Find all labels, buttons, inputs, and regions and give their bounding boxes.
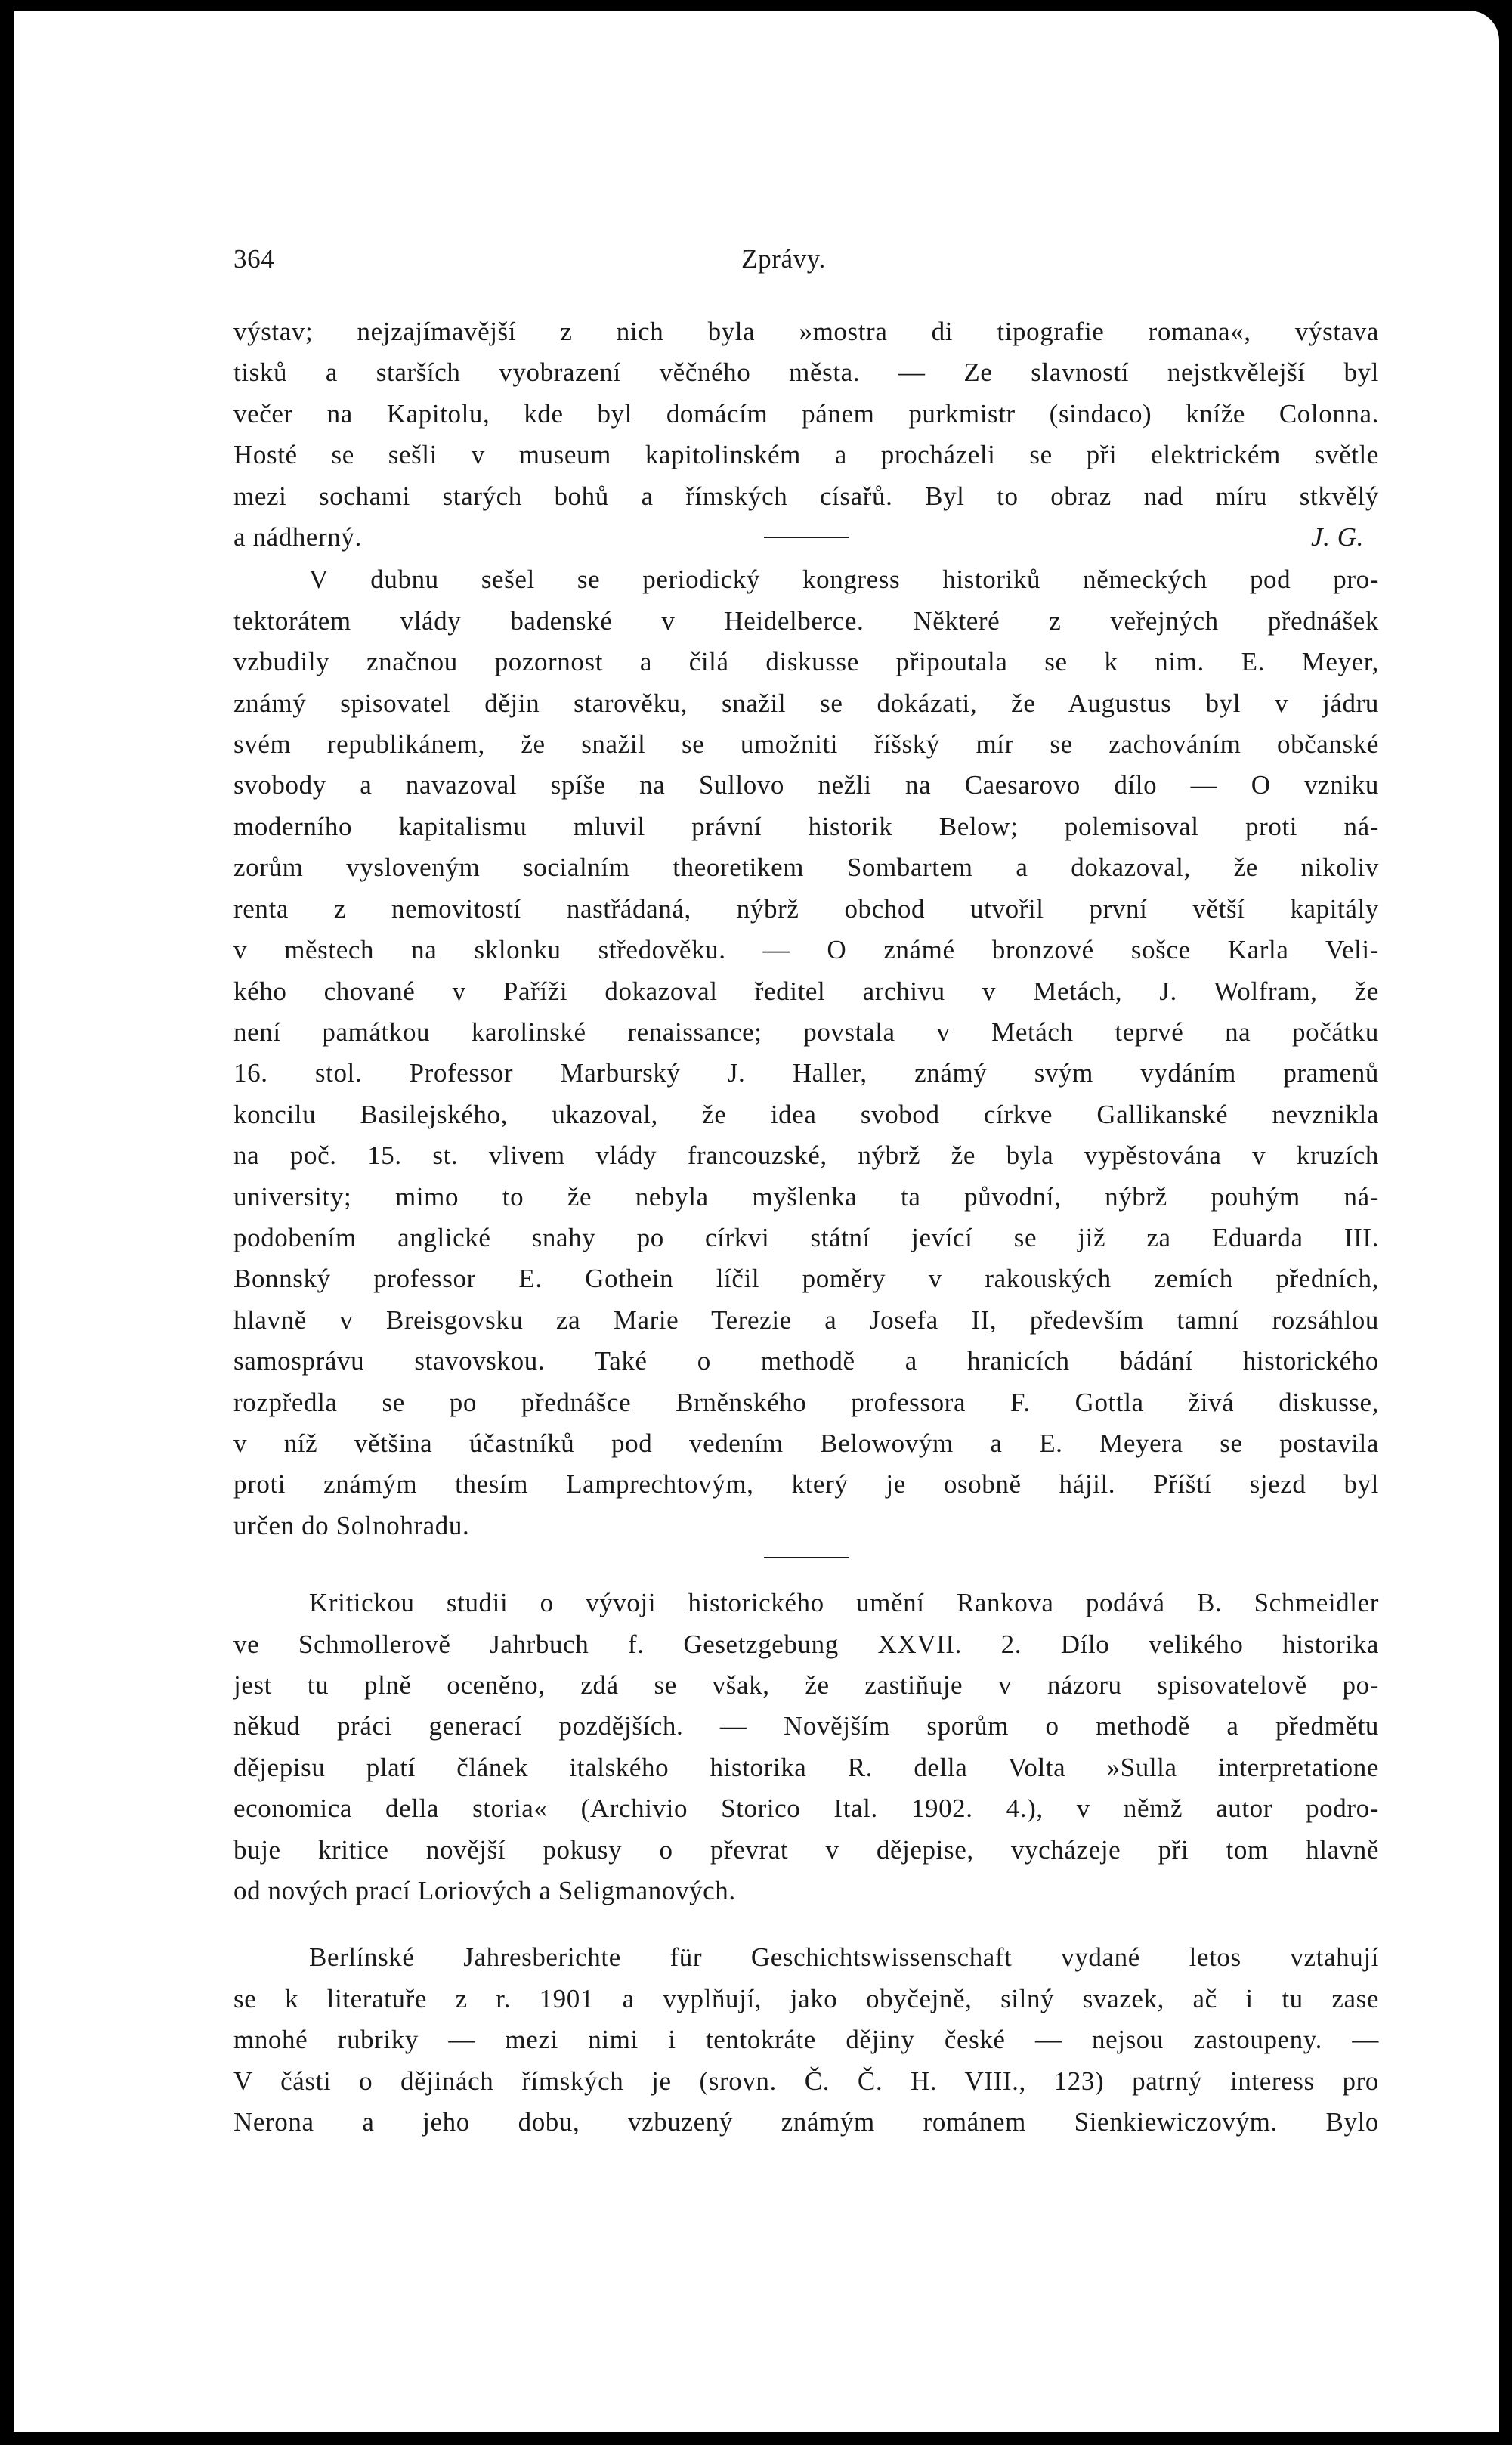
text-line: známý spisovatel dějin starověku, snažil se dokázati, že Augustus byl v jádru [233, 688, 1379, 718]
text-line: dějepisu platí článek italského historika R. della Volta »Sulla interpretatione [233, 1752, 1379, 1782]
paragraph-ranke-study [233, 1583, 1379, 1911]
text-line: podobením anglické snahy po církvi státní jevící se již za Eduarda III. [233, 1222, 1379, 1252]
text-line: tisků a starších vyobrazení věčného města. — Ze slavností nejstkvělejší byl [233, 357, 1379, 388]
text-line: tektorátem vlády badenské v Heidelberce. Některé z veřejných přednášek [233, 605, 1379, 636]
text-line: renta z nemovitostí nastřádaná, nýbrž obchod utvořil první větší kapitály [233, 893, 1379, 924]
text-line: buje kritice novější pokusy o převrat v dějepise, vycházeje při tom hlavně [233, 1834, 1379, 1865]
section-title: Zprávy. [741, 244, 826, 274]
text-line: určen do Solnohradu. [233, 1510, 470, 1540]
text-line: není památkou karolinské renaissance; povstala v Metách teprvé na počátku [233, 1017, 1379, 1047]
text-line: od nových prací Loriových a Seligmanových. [233, 1876, 736, 1906]
text-line: moderního kapitalismu mluvil právní historik Below; polemisoval proti ná- [233, 811, 1379, 841]
text-line: se k literatuře z r. 1901 a vyplňují, jako obyčejně, silný svazek, ač i tu zase [233, 1983, 1379, 2013]
text-line: zorům vysloveným socialním theoretikem Sombartem a dokazoval, že nikoliv [233, 853, 1379, 883]
text-line: svobody a navazoval spíše na Sullovo nežli na Caesarovo dílo — O vzniku [233, 770, 1379, 800]
text-line: Nerona a jeho dobu, vzbuzený známým románem Sienkiewiczovým. Bylo [233, 2107, 1379, 2137]
paragraph-gap [233, 1911, 1379, 1937]
signature: J. G. [1310, 522, 1364, 552]
text-line: vzbudily značnou pozornost a čilá diskusse připoutala se k nim. E. Meyer, [233, 647, 1379, 677]
document-page [14, 11, 1499, 2432]
text-line: V dubnu sešel se periodický kongress historiků německých pod pro- [309, 565, 1379, 595]
text-line: Bonnský professor E. Gothein líčil poměry v rakouských zemích předních, [233, 1264, 1379, 1294]
text-line: kého chované v Paříži dokazoval ředitel archivu v Metách, J. Wolfram, že [233, 976, 1379, 1006]
text-line: někud práci generací pozdějších. — Novějším sporům o methodě a předmětu [233, 1711, 1379, 1741]
text-line: výstav; nejzajímavější z nich byla »mostra di tipografie romana«, výstava [233, 317, 1379, 346]
text-line: Kritickou studii o vývoji historického umění Rankova podává B. Schmeidler [309, 1588, 1379, 1618]
text-line: Berlínské Jahresberichte für Geschichtswissenschaft vydané letos vztahují [309, 1942, 1379, 1973]
text-line: economica della storia« (Archivio Storico Ital. 1902. 4.), v němž autor podro- [233, 1794, 1379, 1824]
section-divider [764, 537, 849, 538]
paragraph-rome-congress [233, 311, 1379, 558]
text-line: 16. stol. Professor Marburský J. Haller, známý svým vydáním pramenů [233, 1058, 1379, 1088]
text-line: proti známým thesím Lamprechtovým, který je osobně hájil. Příští sjezd byl [233, 1469, 1379, 1499]
text-line: mezi sochami starých bohů a římských císařů. Byl to obraz nad míru stkvělý [233, 481, 1379, 511]
text-line: Hosté se sešli v museum kapitolinském a procházeli se při elektrickém světle [233, 440, 1379, 470]
text-line: rozpředla se po přednášce Brněnského professora F. Gottla živá diskusse, [233, 1387, 1379, 1417]
text-line: v městech na sklonku středověku. — O známé bronzové sošce Karla Veli- [233, 935, 1379, 965]
running-header [233, 239, 1379, 280]
text-line: V části o dějinách římských je (srovn. Č. Č. H. VIII., 123) patrný interess pro [233, 2066, 1379, 2096]
text-line: na poč. 15. st. vlivem vlády francouzské, nýbrž že byla vypěstována v kruzích [233, 1140, 1379, 1171]
page-number: 364 [233, 244, 275, 274]
paragraph-heidelberg-congress [233, 559, 1379, 1546]
text-line: mnohé rubriky — mezi nimi i tentokráte dějiny české — nejsou zastoupeny. — [233, 2025, 1379, 2055]
text-line: večer na Kapitolu, kde byl domácím pánem purkmistr (sindaco) kníže Colonna. [233, 398, 1379, 429]
text-line: ve Schmollerově Jahrbuch f. Gesetzgebung XXVII. 2. Dílo velikého historika [233, 1629, 1379, 1659]
text-line: svém republikánem, že snažil se umožniti říšský mír se zachováním občanské [233, 729, 1379, 760]
paragraph-jahresberichte [233, 1937, 1379, 2143]
text-line: a nádherný. [233, 522, 362, 552]
document-body [233, 239, 1379, 2143]
text-line: samosprávu stavovskou. Také o methodě a hranicích bádání historického [233, 1346, 1379, 1376]
text-line: v níž většina účastníků pod vedením Belowovým a E. Meyera se postavila [233, 1428, 1379, 1458]
text-line: university; mimo to že nebyla myšlenka ta původní, nýbrž pouhým ná- [233, 1181, 1379, 1212]
text-line: jest tu plně oceněno, zdá se však, že zastiňuje v názoru spisovatelově po- [233, 1670, 1379, 1700]
text-line: koncilu Basilejského, ukazoval, že idea svobod církve Gallikanské nevznikla [233, 1099, 1379, 1129]
text-line: hlavně v Breisgovsku za Marie Terezie a Josefa II, především tamní rozsáhlou [233, 1305, 1379, 1335]
section-divider [764, 1557, 849, 1558]
